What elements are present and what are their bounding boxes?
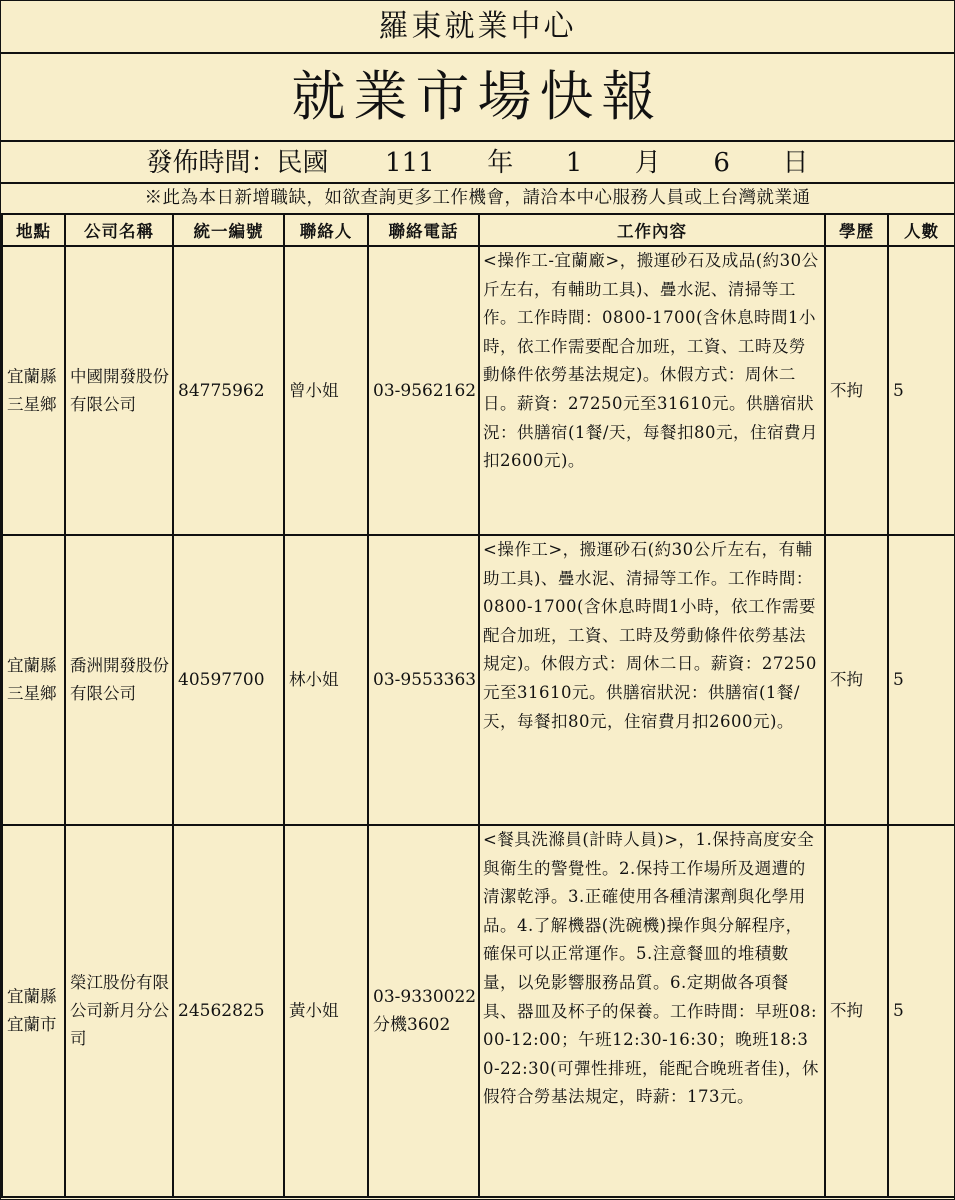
- job-row: [2, 246, 955, 535]
- publish-date-label: 發佈時間：民國: [146, 148, 329, 178]
- job-openings: 5: [888, 825, 955, 1197]
- col-header-tax-id: 統一編號: [173, 214, 284, 246]
- job-education: 不拘: [825, 246, 888, 535]
- publish-year: 111: [385, 148, 435, 178]
- notice: ※此為本日新增職缺，如欲查詢更多工作機會，請洽本中心服務人員或上台灣就業通: [144, 188, 811, 208]
- job-row: [2, 825, 955, 1197]
- job-openings: 5: [888, 535, 955, 825]
- job-description: <操作工>，搬運砂石(約30公斤左右，有輔助工具)、疊水泥、清掃等工作。工作時間：0800-1700(含休息時間1小時，依工作需要配合加班，工資、工時及勞動條件依勞基法規定)。休假方式：周休二日。薪資：27250元至31610元。供膳宿狀況：供膳宿(1餐/天，每餐扣80元，住宿費月扣2600元)。: [479, 535, 825, 825]
- col-header-contact: 聯絡人: [284, 214, 368, 246]
- job-tax-id: 84775962: [173, 246, 284, 535]
- job-tax-id: 24562825: [173, 825, 284, 1197]
- job-description: <餐具洗滌員(計時人員)>，1.保持高度安全與衛生的警覺性。2.保持工作場所及週遭的清潔乾淨。3.正確使用各種清潔劑與化學用品。4.了解機器(洗碗機)操作與分解程序，確保可以正常運作。5.注意餐皿的堆積數量，以免影響服務品質。6.定期做各項餐具、器皿及杯子的保養。工作時間：早班08:00-12:00；午班12:30-16:30；晚班18:30-22:30(可彈性排班，能配合晚班者佳)，休假符合勞基法規定，時薪：173元。: [479, 825, 825, 1197]
- job-location: 宜蘭縣三星鄉: [2, 246, 65, 535]
- publish-date: [1, 142, 954, 184]
- publish-day-unit: 日: [782, 148, 809, 178]
- job-education: 不拘: [825, 535, 888, 825]
- job-location: 宜蘭縣宜蘭市: [2, 825, 65, 1197]
- publish-day: 6: [713, 148, 730, 178]
- job-tax-id: 40597700: [173, 535, 284, 825]
- job-company: 中國開發股份有限公司: [65, 246, 173, 535]
- job-phone: 03-9553363: [368, 535, 479, 825]
- job-phone: 03-9562162: [368, 246, 479, 535]
- job-openings: 5: [888, 246, 955, 535]
- job-table: [1, 213, 955, 1198]
- col-header-location: 地點: [2, 214, 65, 246]
- job-row: [2, 535, 955, 825]
- col-header-description: 工作內容: [479, 214, 825, 246]
- publish-month-unit: 月: [634, 148, 661, 178]
- col-header-phone: 聯絡電話: [368, 214, 479, 246]
- job-description: <操作工-宜蘭廠>，搬運砂石及成品(約30公斤左右，有輔助工具)、疊水泥、清掃等工作。工作時間：0800-1700(含休息時間1小時，依工作需要配合加班，工資、工時及勞動條件依勞基法規定)。休假方式：周休二日。薪資：27250元至31610元。供膳宿狀況：供膳宿(1餐/天，每餐扣80元，住宿費月扣2600元)。: [479, 246, 825, 535]
- job-location: 宜蘭縣三星鄉: [2, 535, 65, 825]
- job-contact: 曾小姐: [284, 246, 368, 535]
- col-header-company: 公司名稱: [65, 214, 173, 246]
- job-contact: 黃小姐: [284, 825, 368, 1197]
- job-contact: 林小姐: [284, 535, 368, 825]
- job-education: 不拘: [825, 825, 888, 1197]
- job-company: 榮江股份有限公司新月分公司: [65, 825, 173, 1197]
- job-phone: 03-9330022分機3602: [368, 825, 479, 1197]
- center-name: 羅東就業中心: [1, 1, 954, 54]
- col-header-education: 學歷: [825, 214, 888, 246]
- job-company: 喬洲開發股份有限公司: [65, 535, 173, 825]
- publish-month: 1: [565, 148, 583, 178]
- header-row: [2, 214, 955, 246]
- publish-year-unit: 年: [487, 148, 514, 178]
- report-title: 就業市場快報: [1, 54, 954, 142]
- col-header-openings: 人數: [888, 214, 955, 246]
